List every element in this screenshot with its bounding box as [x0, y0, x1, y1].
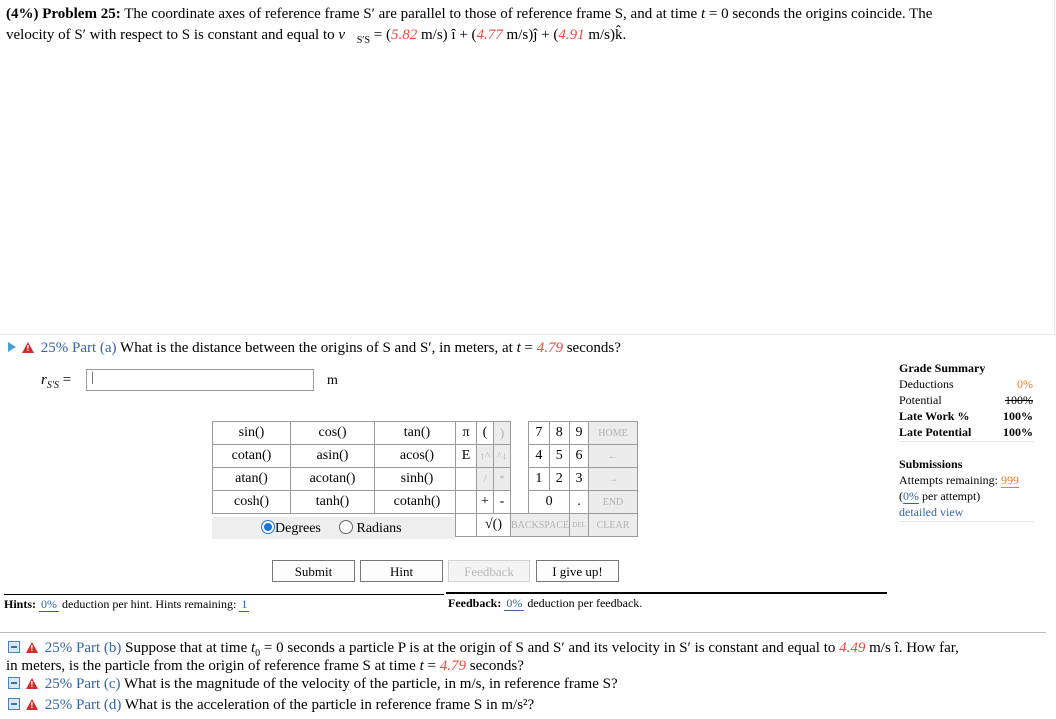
rparen-key[interactable]: )	[494, 422, 511, 445]
per-attempt-row: (0% per attempt)	[899, 489, 981, 503]
feedback-bar	[446, 592, 887, 632]
backspace-key[interactable]: BACKSPACE	[511, 514, 570, 537]
radians-option[interactable]: Radians	[339, 520, 402, 537]
collapse-icon[interactable]	[8, 698, 20, 710]
part-d-label: 25% Part (d)	[44, 697, 122, 713]
problem-weight: (4%)	[6, 6, 39, 22]
detailed-view-link[interactable]: detailed view	[899, 505, 1034, 522]
answer-label: $r_{S'S}$ =	[41, 372, 72, 391]
hints-label: Hints:	[4, 597, 37, 611]
cotan-button[interactable]: cotan()	[213, 445, 291, 468]
part-b-t0: t	[250, 640, 256, 656]
pi-key[interactable]: π	[456, 422, 477, 445]
expand-play-icon[interactable]	[8, 342, 16, 352]
hints-text: deduction per hint. Hints remaining:	[59, 597, 237, 611]
feedback-deduction: 0%	[506, 596, 523, 610]
part-b-text: Suppose that at time	[125, 640, 251, 656]
part-a-time-value: 4.79	[536, 340, 563, 356]
key-4[interactable]: 4	[529, 445, 549, 468]
clear-key[interactable]: CLEAR	[589, 514, 638, 537]
submissions-title: Submissions	[899, 457, 963, 471]
part-a-after: seconds?	[562, 340, 621, 356]
key-5[interactable]: 5	[549, 445, 569, 468]
warning-icon	[26, 678, 38, 689]
calculator-keypad	[455, 421, 687, 537]
key-2[interactable]: 2	[549, 468, 569, 491]
calculator-functions	[212, 421, 460, 514]
left-arrow-key[interactable]: ←	[589, 445, 638, 468]
part-a-label: 25% Part (a)	[40, 340, 117, 356]
part-b-text-b: = 0 seconds a particle P is at the origin of S and S′ and its velocity in S′ is constant and equal to	[260, 640, 840, 656]
velocity-x-value: 5.82	[391, 27, 418, 43]
late-work-row: Late Work % 100%	[899, 409, 1033, 423]
multiply-key[interactable]: *	[494, 468, 511, 491]
part-a-time-symbol: t	[516, 340, 521, 356]
end-key[interactable]: END	[589, 491, 638, 514]
feedback-label: Feedback:	[448, 596, 502, 610]
warning-icon	[26, 699, 38, 710]
hints-deduction: 0%	[41, 597, 58, 611]
part-d-text: What is the acceleration of the particle in reference frame S in m/s²?	[124, 697, 535, 713]
sqrt-key[interactable]: √()	[477, 514, 511, 537]
part-a-eq: =	[520, 340, 537, 356]
velocity-eq: = (	[370, 27, 391, 43]
key-7[interactable]: 7	[529, 422, 549, 445]
key-0[interactable]: 0	[529, 491, 570, 514]
divide-key[interactable]: /	[477, 468, 494, 491]
part-b-t0-sub: 0	[255, 648, 261, 659]
submit-button[interactable]: Submit	[272, 560, 355, 582]
power-up-key[interactable]: ↑^	[477, 445, 494, 468]
atan-button[interactable]: atan()	[213, 468, 291, 491]
lparen-key[interactable]: (	[477, 422, 494, 445]
right-arrow-key[interactable]: →	[589, 468, 638, 491]
radians-radio[interactable]	[339, 520, 353, 534]
velocity-x-unit: m/s) î + (	[417, 27, 477, 43]
part-b-label: 25% Part (b)	[44, 640, 122, 656]
feedback-text: deduction per feedback.	[524, 596, 643, 610]
power-down-key[interactable]: ^↓	[494, 445, 511, 468]
late-potential-row: Late Potential 100%	[899, 425, 1034, 442]
cos-button[interactable]: cos()	[291, 422, 375, 445]
feedback-button[interactable]: Feedback	[448, 560, 530, 582]
collapse-icon[interactable]	[8, 677, 20, 689]
grade-summary-title: Grade Summary	[899, 361, 986, 375]
sinh-button[interactable]: sinh()	[375, 468, 460, 491]
plus-key[interactable]: +	[477, 491, 494, 514]
key-6[interactable]: 6	[570, 445, 589, 468]
part-b-velocity: 4.49	[839, 640, 866, 656]
time-symbol: t	[700, 6, 706, 22]
velocity-text: velocity of S′ with respect to S is constant and equal to	[6, 27, 339, 43]
hint-button[interactable]: Hint	[360, 560, 443, 582]
velocity-symbol: v⃗	[338, 27, 357, 43]
asin-button[interactable]: asin()	[291, 445, 375, 468]
give-up-button[interactable]: I give up!	[536, 560, 619, 582]
degrees-radio[interactable]	[261, 520, 275, 534]
warning-icon	[26, 642, 38, 653]
part-a-text: What is the distance between the origins of S and S′, in meters, at	[120, 340, 517, 356]
answer-input[interactable]: |	[86, 369, 314, 391]
problem-text-b: = 0 seconds the origins coincide. The	[705, 6, 933, 22]
problem-label: Problem 25:	[42, 6, 121, 22]
home-key[interactable]: HOME	[589, 422, 638, 445]
attempts-row: Attempts remaining: 999	[899, 473, 1019, 487]
velocity-y-value: 4.77	[476, 27, 503, 43]
part-a-header[interactable]	[8, 340, 621, 357]
acos-button[interactable]: acos()	[375, 445, 460, 468]
sin-button[interactable]: sin()	[213, 422, 291, 445]
part-d-header[interactable]	[8, 697, 534, 714]
divider	[0, 632, 1046, 633]
key-9[interactable]: 9	[570, 422, 589, 445]
velocity-y-unit: m/s)ĵ + (	[502, 27, 559, 43]
grade-summary	[899, 361, 1034, 522]
deductions-row: Deductions 0%	[899, 377, 1033, 391]
hints-bar	[4, 594, 444, 631]
velocity-z-value: 4.91	[558, 27, 585, 43]
part-b-line2: in meters, is the particle from the origin of reference frame S at time t = 4.79 seconds?	[6, 658, 524, 674]
problem-box	[0, 0, 1055, 335]
warning-icon	[22, 342, 34, 353]
collapse-icon[interactable]	[8, 641, 20, 653]
part-b-text-c: m/s î. How far,	[865, 640, 959, 656]
part-b-header[interactable]	[8, 640, 959, 659]
answer-unit: m	[327, 373, 338, 388]
acotan-button[interactable]: acotan()	[291, 468, 375, 491]
tan-button[interactable]: tan()	[375, 422, 460, 445]
problem-text: The coordinate axes of reference frame S′ are parallel to those of reference frame S, and at time	[124, 6, 701, 22]
problem-statement-line1	[6, 6, 932, 23]
cosh-button[interactable]: cosh()	[213, 491, 291, 514]
key-1[interactable]: 1	[529, 468, 549, 491]
key-3[interactable]: 3	[570, 468, 589, 491]
velocity-subscript: S′S	[356, 35, 371, 46]
minus-key[interactable]: -	[494, 491, 511, 514]
part-c-text: What is the magnitude of the velocity of the particle, in m/s, in reference frame S?	[124, 676, 618, 692]
angle-mode-row	[212, 517, 455, 539]
part-b-time: 4.79	[439, 658, 466, 674]
velocity-z-unit: m/s)k̂.	[584, 27, 627, 43]
tanh-button[interactable]: tanh()	[291, 491, 375, 514]
dot-key[interactable]: .	[570, 491, 589, 514]
hints-remaining: 1	[241, 597, 248, 611]
potential-row: Potential 100%	[899, 393, 1033, 407]
delete-key[interactable]: DEL	[570, 514, 589, 537]
part-c-header[interactable]	[8, 676, 618, 693]
problem-statement-line2	[6, 27, 626, 46]
degrees-option[interactable]: Degrees	[261, 520, 321, 537]
part-c-label: 25% Part (c)	[44, 676, 121, 692]
e-key[interactable]: E	[456, 445, 477, 468]
cotanh-button[interactable]: cotanh()	[375, 491, 460, 514]
key-8[interactable]: 8	[549, 422, 569, 445]
